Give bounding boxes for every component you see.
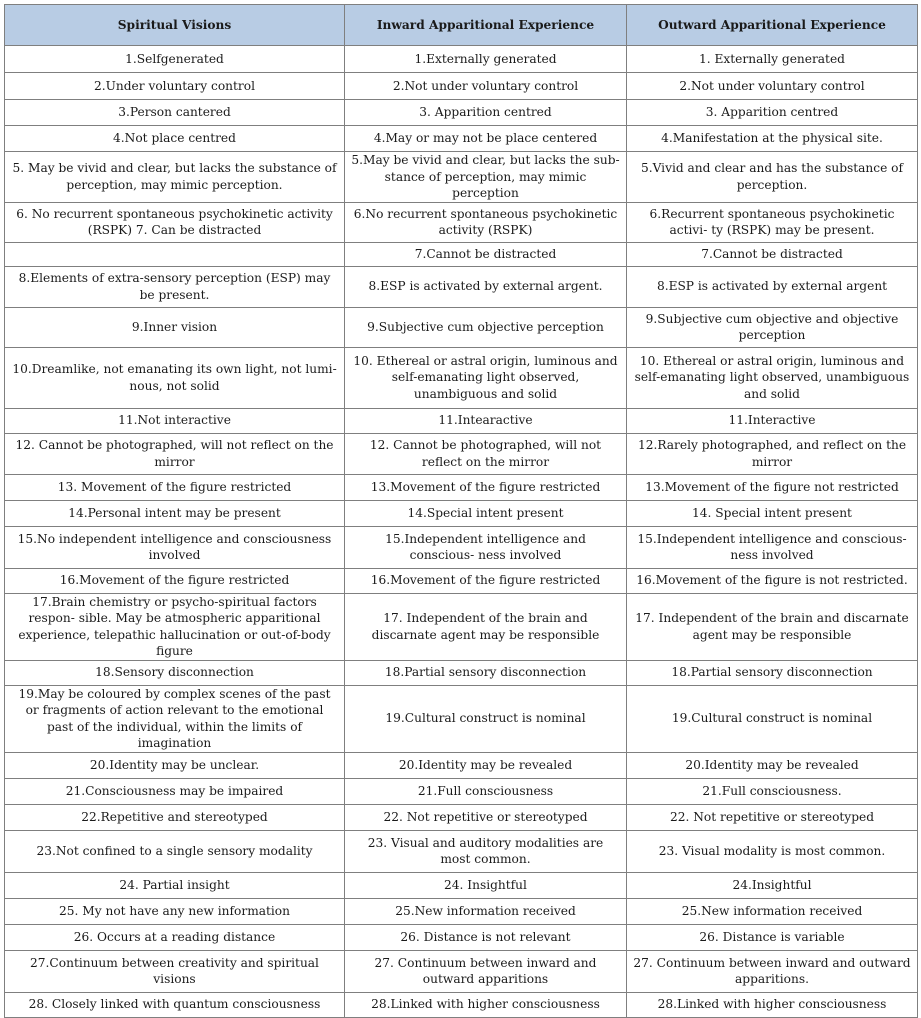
cell-outward-apparitional: 23. Visual modality is most common.	[627, 830, 918, 872]
header-row	[5, 5, 918, 46]
cell-spiritual-visions: 3.Person cantered	[5, 100, 345, 126]
cell-inward-apparitional: 9.Subjective cum objective perception	[345, 307, 627, 347]
cell-outward-apparitional: 16.Movement of the figure is not restricted.	[627, 568, 918, 593]
cell-spiritual-visions: 12. Cannot be photographed, will not reflect on the mirror	[5, 433, 345, 474]
cell-spiritual-visions: 17.Brain chemistry or psycho-spiritual factors respon- sible. May be atmospheric apparitional experience, telepathic hallucination or out-of-body figure	[5, 593, 345, 660]
table-row	[5, 242, 918, 266]
cell-spiritual-visions: 19.May be coloured by complex scenes of the past or fragments of action relevant to the emotional past of the individual, within the limits of imagination	[5, 685, 345, 752]
cell-inward-apparitional: 14.Special intent present	[345, 500, 627, 526]
table-row	[5, 660, 918, 685]
cell-spiritual-visions: 9.Inner vision	[5, 307, 345, 347]
cell-outward-apparitional: 22. Not repetitive or stereotyped	[627, 804, 918, 830]
comparison-table	[4, 4, 918, 1018]
cell-spiritual-visions: 11.Not interactive	[5, 408, 345, 433]
cell-inward-apparitional: 12. Cannot be photographed, will not reflect on the mirror	[345, 433, 627, 474]
cell-inward-apparitional: 26. Distance is not relevant	[345, 924, 627, 950]
cell-inward-apparitional: 28.Linked with higher consciousness	[345, 992, 627, 1017]
table-row	[5, 152, 918, 203]
table-row	[5, 593, 918, 660]
cell-spiritual-visions: 2.Under voluntary control	[5, 73, 345, 100]
table-row	[5, 202, 918, 242]
table-row	[5, 307, 918, 347]
cell-outward-apparitional: 18.Partial sensory disconnection	[627, 660, 918, 685]
cell-outward-apparitional: 6.Recurrent spontaneous psychokinetic activi- ty (RSPK) may be present.	[627, 202, 918, 242]
cell-spiritual-visions: 27.Continuum between creativity and spiritual visions	[5, 950, 345, 992]
cell-inward-apparitional: 20.Identity may be revealed	[345, 752, 627, 778]
table-body	[5, 46, 918, 1018]
cell-spiritual-visions: 23.Not confined to a single sensory modality	[5, 830, 345, 872]
cell-inward-apparitional: 13.Movement of the figure restricted	[345, 474, 627, 500]
cell-inward-apparitional: 21.Full consciousness	[345, 778, 627, 804]
table-row	[5, 347, 918, 408]
cell-outward-apparitional: 25.New information received	[627, 898, 918, 924]
table-row	[5, 474, 918, 500]
cell-spiritual-visions: 25. My not have any new information	[5, 898, 345, 924]
table-row	[5, 100, 918, 126]
cell-inward-apparitional: 1.Externally generated	[345, 46, 627, 73]
cell-inward-apparitional: 24. Insightful	[345, 872, 627, 898]
cell-outward-apparitional: 4.Manifestation at the physical site.	[627, 126, 918, 152]
cell-outward-apparitional: 24.Insightful	[627, 872, 918, 898]
cell-outward-apparitional: 2.Not under voluntary control	[627, 73, 918, 100]
table-row	[5, 924, 918, 950]
table-row	[5, 872, 918, 898]
table-row	[5, 568, 918, 593]
cell-outward-apparitional: 26. Distance is variable	[627, 924, 918, 950]
cell-outward-apparitional: 20.Identity may be revealed	[627, 752, 918, 778]
cell-outward-apparitional: 28.Linked with higher consciousness	[627, 992, 918, 1017]
cell-inward-apparitional: 4.May or may not be place centered	[345, 126, 627, 152]
header-inward-apparitional: Inward Apparitional Experience	[345, 5, 627, 46]
cell-spiritual-visions: 15.No independent intelligence and consciousness involved	[5, 526, 345, 568]
table-row	[5, 752, 918, 778]
cell-spiritual-visions: 5. May be vivid and clear, but lacks the substance of perception, may mimic perception.	[5, 152, 345, 203]
cell-spiritual-visions: 22.Repetitive and stereotyped	[5, 804, 345, 830]
cell-outward-apparitional: 3. Apparition centred	[627, 100, 918, 126]
cell-inward-apparitional: 27. Continuum between inward and outward apparitions	[345, 950, 627, 992]
cell-spiritual-visions: 24. Partial insight	[5, 872, 345, 898]
cell-outward-apparitional: 13.Movement of the figure not restricted	[627, 474, 918, 500]
cell-inward-apparitional: 19.Cultural construct is nominal	[345, 685, 627, 752]
table-row	[5, 126, 918, 152]
cell-outward-apparitional: 5.Vivid and clear and has the substance of perception.	[627, 152, 918, 203]
table-row	[5, 950, 918, 992]
cell-spiritual-visions: 20.Identity may be unclear.	[5, 752, 345, 778]
cell-inward-apparitional: 15.Independent intelligence and conscious- ness involved	[345, 526, 627, 568]
cell-spiritual-visions: 4.Not place centred	[5, 126, 345, 152]
cell-spiritual-visions: 1.Selfgenerated	[5, 46, 345, 73]
cell-spiritual-visions: 10.Dreamlike, not emanating its own light, not lumi- nous, not solid	[5, 347, 345, 408]
cell-inward-apparitional: 23. Visual and auditory modalities are most common.	[345, 830, 627, 872]
cell-outward-apparitional: 9.Subjective cum objective and objective perception	[627, 307, 918, 347]
table-row	[5, 804, 918, 830]
header-outward-apparitional: Outward Apparitional Experience	[627, 5, 918, 46]
cell-inward-apparitional: 11.Intearactive	[345, 408, 627, 433]
table-row	[5, 408, 918, 433]
cell-outward-apparitional: 27. Continuum between inward and outward apparitions.	[627, 950, 918, 992]
cell-inward-apparitional: 6.No recurrent spontaneous psychokinetic activity (RSPK)	[345, 202, 627, 242]
table-row	[5, 778, 918, 804]
cell-spiritual-visions: 8.Elements of extra-sensory perception (ESP) may be present.	[5, 266, 345, 307]
cell-spiritual-visions: 18.Sensory disconnection	[5, 660, 345, 685]
cell-spiritual-visions: 14.Personal intent may be present	[5, 500, 345, 526]
cell-outward-apparitional: 7.Cannot be distracted	[627, 242, 918, 266]
cell-outward-apparitional: 12.Rarely photographed, and reflect on the mirror	[627, 433, 918, 474]
cell-spiritual-visions: 28. Closely linked with quantum consciousness	[5, 992, 345, 1017]
cell-outward-apparitional: 17. Independent of the brain and discarnate agent may be responsible	[627, 593, 918, 660]
table-row	[5, 830, 918, 872]
table-row	[5, 685, 918, 752]
table-row	[5, 433, 918, 474]
cell-inward-apparitional: 17. Independent of the brain and discarnate agent may be responsible	[345, 593, 627, 660]
table-row	[5, 526, 918, 568]
cell-spiritual-visions: 6. No recurrent spontaneous psychokinetic activity (RSPK) 7. Can be distracted	[5, 202, 345, 242]
table-row	[5, 73, 918, 100]
cell-inward-apparitional: 2.Not under voluntary control	[345, 73, 627, 100]
cell-spiritual-visions	[5, 242, 345, 266]
cell-spiritual-visions: 16.Movement of the figure restricted	[5, 568, 345, 593]
cell-spiritual-visions: 13. Movement of the figure restricted	[5, 474, 345, 500]
header-spiritual-visions: Spiritual Visions	[5, 5, 345, 46]
cell-inward-apparitional: 7.Cannot be distracted	[345, 242, 627, 266]
cell-spiritual-visions: 26. Occurs at a reading distance	[5, 924, 345, 950]
cell-outward-apparitional: 14. Special intent present	[627, 500, 918, 526]
cell-inward-apparitional: 3. Apparition centred	[345, 100, 627, 126]
cell-outward-apparitional: 15.Independent intelligence and conscious- ness involved	[627, 526, 918, 568]
table-row	[5, 266, 918, 307]
cell-inward-apparitional: 5.May be vivid and clear, but lacks the sub- stance of perception, may mimic perception	[345, 152, 627, 203]
cell-outward-apparitional: 21.Full consciousness.	[627, 778, 918, 804]
table-row	[5, 46, 918, 73]
cell-outward-apparitional: 19.Cultural construct is nominal	[627, 685, 918, 752]
cell-outward-apparitional: 11.Interactive	[627, 408, 918, 433]
cell-outward-apparitional: 10. Ethereal or astral origin, luminous and self-emanating light observed, unambiguous and solid	[627, 347, 918, 408]
cell-outward-apparitional: 1. Externally generated	[627, 46, 918, 73]
cell-inward-apparitional: 25.New information received	[345, 898, 627, 924]
table-row	[5, 898, 918, 924]
cell-inward-apparitional: 16.Movement of the figure restricted	[345, 568, 627, 593]
cell-inward-apparitional: 10. Ethereal or astral origin, luminous and self-emanating light observed, unambiguous and solid	[345, 347, 627, 408]
cell-inward-apparitional: 18.Partial sensory disconnection	[345, 660, 627, 685]
cell-inward-apparitional: 8.ESP is activated by external argent.	[345, 266, 627, 307]
cell-outward-apparitional: 8.ESP is activated by external argent	[627, 266, 918, 307]
table-row	[5, 500, 918, 526]
cell-spiritual-visions: 21.Consciousness may be impaired	[5, 778, 345, 804]
cell-inward-apparitional: 22. Not repetitive or stereotyped	[345, 804, 627, 830]
